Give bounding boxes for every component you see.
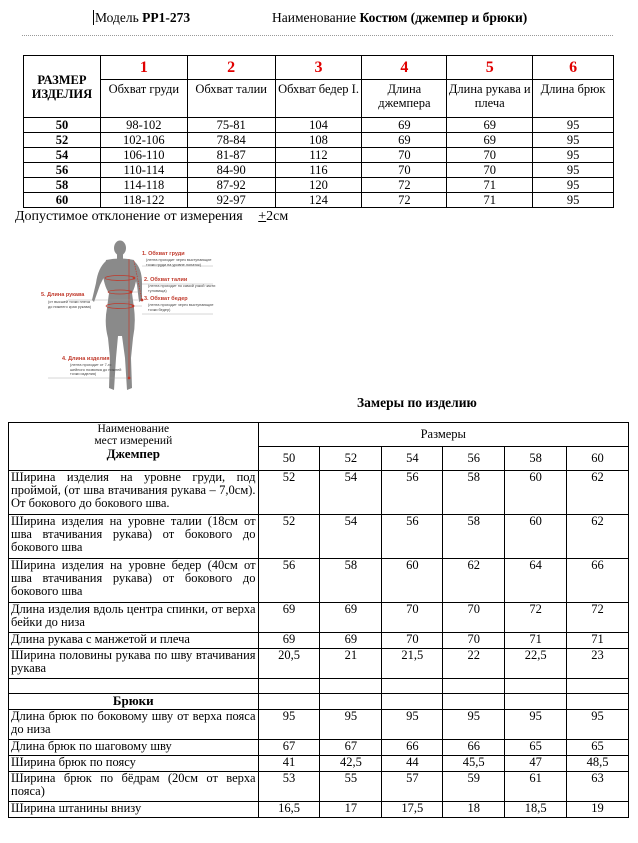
col-label-waist: Обхват талии (187, 80, 275, 118)
size-value-cell: 124 (275, 193, 362, 208)
sizes-header: Размеры (258, 423, 628, 447)
measurement-label: Ширина половины рукава по шву втачивания рукава (9, 649, 259, 679)
size-cell: 58 (24, 178, 101, 193)
measurement-value: 95 (320, 710, 382, 740)
fig-label-sleeve: 5. Длина рукава (41, 292, 85, 298)
measurement-value: 70 (443, 633, 505, 649)
measurement-row (9, 471, 629, 515)
size-row (24, 163, 614, 178)
measurement-value: 58 (320, 559, 382, 603)
measurement-value: 66 (567, 559, 629, 603)
size-value-cell: 95 (533, 133, 614, 148)
measurement-value: 66 (382, 740, 443, 756)
spacer-cell (320, 679, 382, 694)
fig-label-hips: 3. Обхват бедер (144, 296, 188, 302)
size-value-cell: 69 (362, 118, 447, 133)
measurement-row (9, 740, 629, 756)
col-num-6: 6 (533, 56, 614, 80)
col-num-2: 2 (187, 56, 275, 80)
measurement-value: 56 (382, 471, 443, 515)
measurement-value: 18,5 (505, 802, 567, 818)
size-row (24, 178, 614, 193)
col-label-hips: Обхват бедер I. (275, 80, 362, 118)
size-value-cell: 69 (362, 133, 447, 148)
fig-label-chest: 1. Обхват груди (142, 251, 185, 257)
measurement-value: 69 (320, 603, 382, 633)
col-label-jumper-length: Длина джемпера (362, 80, 447, 118)
size-cell: 56 (24, 163, 101, 178)
garment-measurement-table (8, 422, 629, 818)
measurement-value: 66 (443, 740, 505, 756)
size-value-cell: 114-118 (100, 178, 187, 193)
measurement-value: 47 (505, 756, 567, 772)
measurement-row (9, 649, 629, 679)
measurement-value: 62 (567, 515, 629, 559)
measurement-label: Ширина брюк по поясу (9, 756, 259, 772)
measurement-value: 48,5 (567, 756, 629, 772)
size-column-header: 56 (443, 447, 505, 471)
size-value-cell: 84-90 (187, 163, 275, 178)
col-label-sleeve-length: Длина рукава и плеча (447, 80, 533, 118)
measurement-value: 69 (320, 633, 382, 649)
measurement-value: 63 (567, 772, 629, 802)
measurement-value: 71 (505, 633, 567, 649)
measurement-value: 58 (443, 471, 505, 515)
pants-section-title: Брюки (9, 694, 259, 710)
measurement-label: Ширина изделия на уровне груди, под проймой, (от шва втачивания рукава – 7,0см). От бокового до бокового шва. (9, 471, 259, 515)
size-value-cell: 112 (275, 148, 362, 163)
pants-title-row (9, 694, 629, 710)
measurement-value: 60 (505, 515, 567, 559)
size-value-cell: 116 (275, 163, 362, 178)
measurement-value: 95 (443, 710, 505, 740)
plus-minus-sign: + (258, 209, 267, 224)
size-column-header: 50 (258, 447, 320, 471)
measurement-value: 17 (320, 802, 382, 818)
measurement-value: 54 (320, 515, 382, 559)
measurement-value: 52 (258, 515, 320, 559)
measurement-value: 59 (443, 772, 505, 802)
size-value-cell: 118-122 (100, 193, 187, 208)
size-value-cell: 71 (447, 178, 533, 193)
size-value-cell: 70 (362, 148, 447, 163)
product-name-heading (272, 10, 527, 26)
tolerance-note (15, 209, 288, 225)
size-cell: 50 (24, 118, 101, 133)
measurement-value: 56 (258, 559, 320, 603)
measurement-label: Длина брюк по боковому шву от верха пояса до низа (9, 710, 259, 740)
col-num-3: 3 (275, 56, 362, 80)
size-value-cell: 120 (275, 178, 362, 193)
measurement-value: 18 (443, 802, 505, 818)
empty-cell (505, 694, 567, 710)
fig-note-length: (лента проходит от 7-го шейного позвонка до нижней точки изделия) (70, 363, 122, 376)
size-row (24, 148, 614, 163)
tolerance-amount: 2см (266, 209, 289, 224)
measurement-value: 16,5 (258, 802, 320, 818)
measurement-value: 54 (320, 471, 382, 515)
size-column-header: 58 (505, 447, 567, 471)
measurement-value: 65 (505, 740, 567, 756)
measurement-value: 64 (505, 559, 567, 603)
size-row (24, 118, 614, 133)
measurement-row (9, 633, 629, 649)
measurement-value: 53 (258, 772, 320, 802)
size-value-cell: 95 (533, 148, 614, 163)
measurement-value: 56 (382, 515, 443, 559)
measurement-label: Ширина брюк по бёдрам (20см от верха пояса) (9, 772, 259, 802)
measurement-value: 62 (567, 471, 629, 515)
measurement-value: 67 (258, 740, 320, 756)
spacer-cell (505, 679, 567, 694)
measurement-value: 95 (382, 710, 443, 740)
jumper-section-title: Джемпер (106, 446, 160, 461)
size-value-cell: 69 (447, 133, 533, 148)
size-value-cell: 70 (362, 163, 447, 178)
fig-label-waist: 2. Обхват талии (144, 277, 188, 283)
measurement-value: 42,5 (320, 756, 382, 772)
size-value-cell: 98-102 (100, 118, 187, 133)
measurement-value: 20,5 (258, 649, 320, 679)
col-num-4: 4 (362, 56, 447, 80)
size-value-cell: 95 (533, 118, 614, 133)
measurement-label: Ширина штанины внизу (9, 802, 259, 818)
size-column-header: 52 (320, 447, 382, 471)
model-code: PP1-273 (142, 10, 191, 25)
size-value-cell: 75-81 (187, 118, 275, 133)
size-value-cell: 71 (447, 193, 533, 208)
size-cell: 52 (24, 133, 101, 148)
measurement-row (9, 772, 629, 802)
size-corner-header (24, 56, 101, 118)
fig-note-hips: (лента проходит через выступающие точки бедер) (148, 303, 214, 312)
measurement-value: 21 (320, 649, 382, 679)
measurement-row (9, 603, 629, 633)
size-value-cell: 81-87 (187, 148, 275, 163)
fig-note-waist: (лента проходит по самой узкой части туловища) (148, 284, 216, 293)
measurement-label: Длина брюк по шаговому шву (9, 740, 259, 756)
corner-line1: РАЗМЕР (37, 72, 87, 87)
measurement-value: 72 (567, 603, 629, 633)
corner-line2: ИЗДЕЛИЯ (31, 86, 93, 101)
size-value-cell: 70 (447, 163, 533, 178)
name-header-line2: мест измерений (94, 435, 173, 447)
measurement-label: Ширина изделия на уровне бедер (40см от шва втачивания рукава) от бокового до бокового шва (9, 559, 259, 603)
product-name: Костюм (джемпер и брюки) (359, 10, 528, 25)
measurement-value: 71 (567, 633, 629, 649)
measurement-value: 52 (258, 471, 320, 515)
col-num-5: 5 (447, 56, 533, 80)
spacer-cell (567, 679, 629, 694)
col-label-pants-length: Длина брюк (533, 80, 614, 118)
measurement-value: 70 (443, 603, 505, 633)
measurement-value: 69 (258, 633, 320, 649)
spacer-cell (382, 679, 443, 694)
name-prefix: Наименование (272, 10, 357, 25)
size-value-cell: 108 (275, 133, 362, 148)
measurement-value: 95 (258, 710, 320, 740)
name-header-line1: Наименование (97, 423, 170, 435)
text-cursor (93, 10, 94, 25)
size-value-cell: 104 (275, 118, 362, 133)
size-value-cell: 87-92 (187, 178, 275, 193)
size-value-cell: 102-106 (100, 133, 187, 148)
tolerance-value (258, 209, 288, 224)
fig-note-chest: (лента проходит через выступающие точки груди на уровне лопаток) (146, 258, 212, 267)
measurement-label: Длина рукава с манжетой и плеча (9, 633, 259, 649)
measurement-value: 65 (567, 740, 629, 756)
fig-note-sleeve: (от высшей точки плеча до нижнего края рукава) (48, 300, 91, 309)
col-label-chest: Обхват груди (100, 80, 187, 118)
size-column-header: 54 (382, 447, 443, 471)
size-column-header: 60 (567, 447, 629, 471)
spacer-row (9, 679, 629, 694)
size-value-cell: 106-110 (100, 148, 187, 163)
empty-cell (567, 694, 629, 710)
empty-cell (320, 694, 382, 710)
measurement-value: 23 (567, 649, 629, 679)
measurement-label: Длина изделия вдоль центра спинки, от верха бейки до низа (9, 603, 259, 633)
name-header-cell (9, 423, 259, 471)
measurement-value: 70 (382, 633, 443, 649)
size-cell: 60 (24, 193, 101, 208)
measurement-value: 67 (320, 740, 382, 756)
measurements-section-title: Замеры по изделию (357, 395, 477, 410)
measurement-row (9, 710, 629, 740)
model-heading (93, 10, 190, 26)
measurement-value: 57 (382, 772, 443, 802)
measurement-value: 60 (505, 471, 567, 515)
col-num-1: 1 (100, 56, 187, 80)
size-value-cell: 95 (533, 163, 614, 178)
measurement-row (9, 802, 629, 818)
measurement-row (9, 515, 629, 559)
spacer-cell (443, 679, 505, 694)
fig-label-length: 4. Длина изделия (62, 356, 110, 362)
measurement-row (9, 559, 629, 603)
measurement-value: 22 (443, 649, 505, 679)
size-value-cell: 78-84 (187, 133, 275, 148)
body-measurement-figure (38, 238, 228, 398)
size-value-cell: 92-97 (187, 193, 275, 208)
size-value-cell: 72 (362, 178, 447, 193)
measurement-value: 62 (443, 559, 505, 603)
measurement-value: 19 (567, 802, 629, 818)
size-value-cell: 110-114 (100, 163, 187, 178)
size-table (23, 55, 614, 208)
measurement-value: 21,5 (382, 649, 443, 679)
empty-cell (443, 694, 505, 710)
measurement-value: 61 (505, 772, 567, 802)
measurement-value: 55 (320, 772, 382, 802)
measurement-value: 70 (382, 603, 443, 633)
measurement-value: 44 (382, 756, 443, 772)
size-row (24, 133, 614, 148)
size-value-cell: 95 (533, 193, 614, 208)
measurement-row (9, 756, 629, 772)
measurement-value: 58 (443, 515, 505, 559)
size-value-cell: 70 (447, 148, 533, 163)
spacer-cell (258, 679, 320, 694)
spacer-cell (9, 679, 259, 694)
measurement-value: 72 (505, 603, 567, 633)
size-row (24, 193, 614, 208)
header-divider (22, 35, 613, 36)
size-cell: 54 (24, 148, 101, 163)
size-value-cell: 69 (447, 118, 533, 133)
empty-cell (382, 694, 443, 710)
empty-cell (258, 694, 320, 710)
tolerance-label: Допустимое отклонение от измерения (15, 209, 243, 224)
size-value-cell: 72 (362, 193, 447, 208)
measurement-value: 17,5 (382, 802, 443, 818)
measurement-value: 45,5 (443, 756, 505, 772)
measurement-value: 60 (382, 559, 443, 603)
measurement-value: 69 (258, 603, 320, 633)
measurement-value: 41 (258, 756, 320, 772)
measurement-value: 95 (505, 710, 567, 740)
size-value-cell: 95 (533, 178, 614, 193)
measurement-value: 22,5 (505, 649, 567, 679)
model-prefix: Модель (95, 10, 139, 25)
measurement-label: Ширина изделия на уровне талии (18см от шва втачивания рукава) от бокового до бокового шва (9, 515, 259, 559)
measurement-value: 95 (567, 710, 629, 740)
